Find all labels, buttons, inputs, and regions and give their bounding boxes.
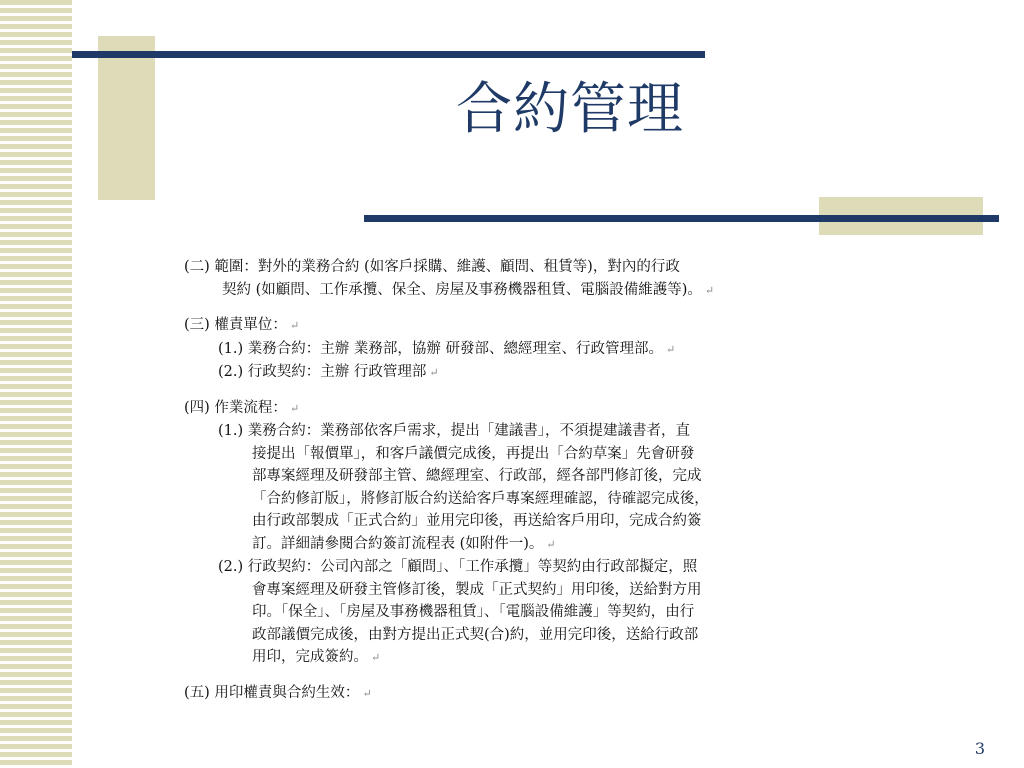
list-item [184,556,794,670]
list-item: (2.) 行政契約：主辦 行政管理部 ↵ [218,364,439,380]
paragraph-mark-icon: ↵ [546,537,556,551]
title-rule-bottom [364,215,999,222]
title-rule-top [72,51,705,58]
paragraph-mark-icon: ↵ [289,319,300,332]
text-line: 部專案經理及研發部主管、總經理室、行政部，經各部門修訂後，完成 [252,468,702,484]
text-line: 用印，完成簽約。 ↵ [252,649,381,665]
text-line: (1.) 業務合約：業務部依客戶需求，提出「建議書」，不須提建議書者，直 [218,423,691,439]
list-item: (1.) 業務合約：主辦 業務部，協辦 研發部、總經理室、行政管理部。 ↵ [218,340,676,357]
paragraph-mark-icon: ↵ [429,366,439,379]
list-item [184,420,794,556]
text-line: 政部議價完成後，由對方提出正式契(合)約，並用完印後，送給行政部 [252,626,699,643]
paragraph-mark-icon: ↵ [704,283,715,297]
paragraph-mark-icon: ↵ [371,651,381,664]
text-line: (2.) 行政契約：公司內部之「顧問」、「工作承攬」等契約由行政部擬定，照 [218,559,698,575]
text-line: 訂。詳細請參閱合約簽訂流程表 (如附件一)。 ↵ [252,535,556,552]
paragraph-mark-icon: ↵ [289,401,300,415]
text-line: (四) 作業流程： ↵ [184,399,300,416]
left-striped-band [0,0,72,768]
section-seal-authority [184,682,794,706]
text-line: (五) 用印權責與合約生效： ↵ [184,684,372,701]
section-workflow [184,397,794,670]
text-line: 會專案經理及研發主管修訂後，製成「正式契約」用印後，送給對方用 [252,581,702,598]
text-line: 契約 (如顧問、工作承攬、保全、房屋及事務機器租賃、電腦設備維護等)。 ↵ [222,281,715,298]
page-number: 3 [974,739,985,758]
slide-title: 合約管理 [456,77,684,142]
text-line: 由行政部製成「正式合約」並用完印後，再送給客戶用印，完成合約簽 [252,513,702,529]
slide-body [184,256,794,717]
text-line: 印。「保全」、「房屋及事務機器租賃」、「電腦設備維護」等契約，由行 [252,604,695,620]
section-responsible-units [184,314,794,385]
text-line: 「合約修訂版」，將修訂版合約送給客戶專案經理確認，待確認完成後， [252,490,709,507]
section-scope [184,256,794,302]
text-line: (二) 範圍：對外的業務合約 (如客戶採購、維護、顧問、租賃等)，對內的行政 [184,259,680,275]
text-line: 接提出「報價單」，和客戶議價完成後，再提出「合約草案」先會研發 [252,445,695,462]
text-line: (三) 權責單位： ↵ [184,317,300,333]
paragraph-mark-icon: ↵ [362,686,372,700]
paragraph-mark-icon: ↵ [665,342,676,356]
decorative-block-top [98,36,155,200]
